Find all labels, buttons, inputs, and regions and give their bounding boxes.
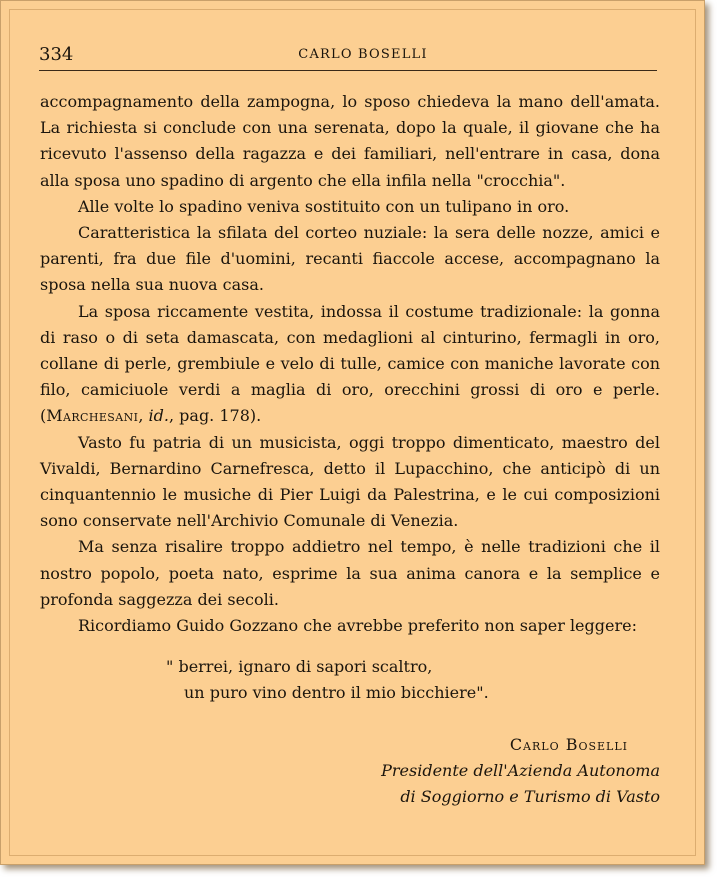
citation-id: id. [148, 406, 169, 426]
verse-line: un puro vino dentro il mio bicchiere". [184, 683, 489, 702]
page-number: 334 [39, 44, 74, 65]
verse-quote [166, 654, 586, 706]
paragraph: accompagnamento della zampogna, lo sposo chiedeva la mano dell'amata. La richiesta si conclude con una serenata, dopo la quale, il giovane che ha ricevuto l'assenso della ragazza e dei familiari, nell'entrare in casa, dona alla sposa uno spadino di argento che ella infila nella "crocchia". [40, 92, 660, 190]
signature-block [360, 732, 660, 810]
paragraph-text: La sposa riccamente vestita, indossa il costume tradizionale: la gonna di raso o di seta damascata, con medaglioni al cinturino, fermagli in oro, collane di perle, grembiule e velo di tulle, camice con maniche lavorate con filo, camiciuole verdi a maglia di oro, orecchini grossi di oro e perle. [40, 301, 660, 400]
running-head: CARLO BOSELLI [298, 47, 428, 62]
citation-page: , pag. 178). [168, 406, 262, 426]
header-rule [39, 70, 657, 71]
paragraph: Ricordiamo Guido Gozzano che avrebbe preferito non saper leggere: [78, 616, 637, 636]
page-header [39, 42, 657, 68]
paragraph: Caratteristica la sfilata del corteo nuziale: la sera delle nozze, amici e parenti, fra due file d'uomini, recanti fiaccole accese, accompagnano la sposa nella sua nuova casa. [40, 223, 660, 295]
author-name: Carlo Boselli [509, 735, 628, 754]
paragraph: Vasto fu patria di un musicista, oggi troppo dimenticato, maestro del Vivaldi, Bernardino Carnefresca, detto il Lupacchino, che anticipò di un cinquantennio le musiche di Pier Luigi da Palestrina, e le cui composizioni sono conservate nell'Archivio Comunale di Venezia. [40, 432, 660, 531]
paragraph [40, 299, 660, 430]
paragraph: Alle volte lo spadino veniva sostituito con un tulipano in oro. [78, 196, 570, 216]
citation-author: Marchesani [46, 406, 139, 426]
author-role: di Soggiorno e Turismo di Vasto [400, 787, 660, 806]
author-role: Presidente dell'Azienda Autonoma [381, 761, 660, 780]
verse-line: " berrei, ignaro di sapori scaltro, [166, 657, 433, 676]
paragraph: Ma senza risalire troppo addietro nel tempo, è nelle tradizioni che il nostro popolo, poeta nato, esprime la sua anima canora e la semplice e profonda saggezza dei secoli. [40, 537, 660, 609]
citation-open: ( [40, 406, 47, 426]
body-text [40, 89, 660, 639]
citation-separator: , [138, 406, 149, 426]
